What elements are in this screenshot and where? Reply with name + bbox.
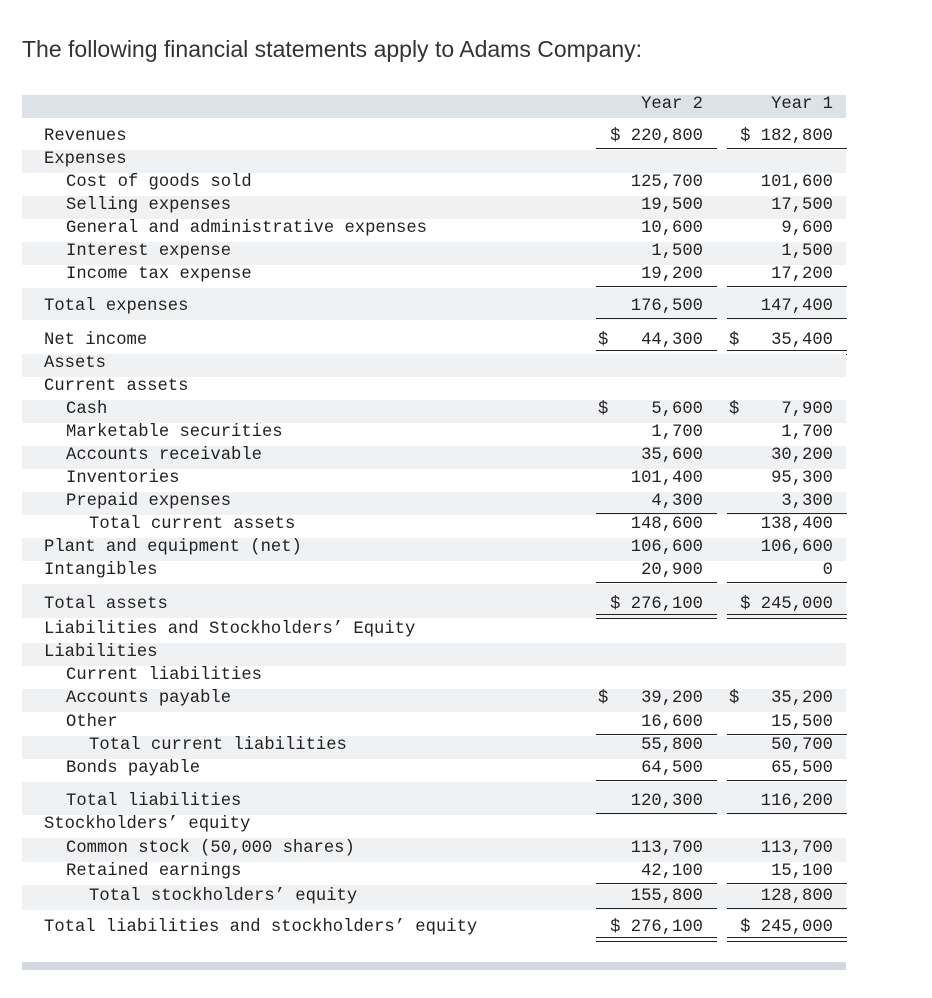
row-payable [22,689,846,712]
value-inventories-y2: 101,400 [630,469,703,488]
row-intangibles [22,561,846,584]
value-selling-y2: 19,500 [641,196,703,215]
value-plant-y2: 106,600 [630,538,703,557]
row-inventories [22,469,846,492]
row-prepaid [22,492,846,515]
value-total-liabilities-y1: 116,200 [727,792,833,811]
label-total-liabilities-equity: Total liabilities and stockholders’ equity [44,918,478,937]
value-interest-y1: 1,500 [781,242,833,261]
row-expenses-heading [22,150,846,173]
label-intangibles: Intangibles [44,561,158,580]
value-gna-y2: 10,600 [641,219,703,238]
currency-payable-y2: $ [598,689,609,708]
row-total-liabilities [22,782,846,815]
value-total-assets-y1: $ 245,000 [727,595,833,614]
currency-cash-y1: $ [729,400,740,419]
label-stockholders-equity: Stockholders’ equity [44,815,251,834]
value-retained-earnings-y2: 42,100 [596,862,703,881]
row-total-expenses [22,288,846,320]
value-receivable-y1: 30,200 [771,446,833,465]
label-liabilities: Liabilities [44,643,158,662]
value-common-stock-y2: 113,700 [630,839,703,858]
row-interest [22,242,846,265]
value-payable-y2: 39,200 [641,689,703,708]
value-cash-y2: 5,600 [651,400,703,419]
value-total-liabilities-y2: 120,300 [596,792,703,811]
label-total-assets: Total assets [44,595,168,614]
value-revenues-y2: $ 220,800 [596,127,703,146]
value-cogs-y2: 125,700 [630,173,703,192]
row-gna [22,219,846,242]
value-total-current-liabilities-y1: 50,700 [771,736,833,755]
row-stockholders-equity-heading [22,815,846,838]
label-selling: Selling expenses [66,196,232,215]
value-securities-y2: 1,700 [651,423,703,442]
row-liabilities-equity-heading [22,618,846,643]
label-common-stock: Common stock (50,000 shares) [66,839,355,858]
label-total-stockholders-equity: Total stockholders’ equity [89,887,358,906]
label-securities: Marketable securities [66,423,283,442]
value-cogs-y1: 101,600 [760,173,833,192]
value-interest-y2: 1,500 [651,242,703,261]
label-inventories: Inventories [66,469,180,488]
value-securities-y1: 1,700 [781,423,833,442]
value-net-income-y1: 35,400 [727,331,833,350]
label-current-assets: Current assets [44,377,189,396]
value-total-liabilities-equity-y2: $ 276,100 [596,918,703,937]
label-other: Other [66,713,118,732]
intro-text: The following financial statements apply to Adams Company: [22,36,643,62]
value-intangibles-y1: 0 [727,561,833,580]
value-total-expenses-y1: 147,400 [727,297,833,316]
value-selling-y1: 17,500 [771,196,833,215]
row-common-stock [22,838,846,862]
label-current-liabilities: Current liabilities [66,666,262,685]
row-selling [22,196,846,219]
value-bonds-y2: 64,500 [596,759,703,778]
value-total-current-liabilities-y2: 55,800 [641,736,703,755]
value-cash-y1: 7,900 [781,400,833,419]
currency-net-income-y2: $ [598,331,609,350]
row-cash [22,400,846,423]
label-gna: General and administrative expenses [66,219,427,238]
value-intangibles-y2: 20,900 [596,561,703,580]
table-bottom-bar [22,962,846,970]
label-cogs: Cost of goods sold [66,173,252,192]
row-other [22,712,846,736]
label-net-income: Net income [44,331,148,350]
value-total-stockholders-equity-y1: 128,800 [727,887,833,906]
label-receivable: Accounts receivable [66,446,262,465]
value-other-y2: 16,600 [596,713,703,732]
row-retained-earnings [22,862,846,885]
value-net-income-y2: 44,300 [596,331,703,350]
row-securities [22,423,846,446]
value-plant-y1: 106,600 [760,538,833,557]
value-prepaid-y1: 3,300 [727,492,833,511]
currency-net-income-y1: $ [729,331,740,350]
value-bonds-y1: 65,500 [727,759,833,778]
row-cogs [22,173,846,196]
value-total-current-assets-y2: 148,600 [630,515,703,534]
label-expenses: Expenses [44,150,127,169]
row-liabilities-heading [22,643,846,666]
col-header-year1: Year 1 [771,95,833,114]
label-assets: Assets [44,354,106,373]
value-tax-y1: 17,200 [727,265,833,284]
value-revenues-y1: $ 182,800 [727,127,833,146]
value-total-assets-y2: $ 276,100 [596,595,703,614]
label-bonds: Bonds payable [66,759,201,778]
label-revenues: Revenues [44,127,127,146]
row-assets-heading [22,354,846,377]
row-total-current-liabilities [22,736,846,759]
currency-payable-y1: $ [729,689,740,708]
row-tax [22,265,846,288]
financial-statement-table [22,95,846,941]
value-tax-y2: 19,200 [596,265,703,284]
label-retained-earnings: Retained earnings [66,862,242,881]
row-bonds [22,759,846,782]
col-header-year2: Year 2 [641,95,703,114]
row-total-current-assets [22,515,846,538]
currency-cash-y2: $ [598,400,609,419]
label-payable: Accounts payable [66,689,232,708]
value-inventories-y1: 95,300 [771,469,833,488]
value-total-expenses-y2: 176,500 [596,297,703,316]
label-tax: Income tax expense [66,265,252,284]
label-total-liabilities: Total liabilities [66,792,242,811]
row-total-stockholders-equity [22,885,846,910]
value-common-stock-y1: 113,700 [760,839,833,858]
value-retained-earnings-y1: 15,100 [727,862,833,881]
label-cash: Cash [66,400,108,419]
label-interest: Interest expense [66,242,232,261]
value-total-liabilities-equity-y1: $ 245,000 [727,918,833,937]
label-total-current-liabilities: Total current liabilities [89,736,347,755]
column-header-row [22,95,846,118]
value-other-y1: 15,500 [727,713,833,732]
row-revenues [22,118,846,150]
value-receivable-y2: 35,600 [641,446,703,465]
value-prepaid-y2: 4,300 [596,492,703,511]
row-current-liabilities-heading [22,666,846,689]
value-gna-y1: 9,600 [781,219,833,238]
row-plant [22,538,846,561]
label-plant: Plant and equipment (net) [44,538,302,557]
row-total-assets [22,584,846,618]
value-total-current-assets-y1: 138,400 [760,515,833,534]
value-total-stockholders-equity-y2: 155,800 [596,887,703,906]
value-payable-y1: 35,200 [771,689,833,708]
row-net-income [22,320,846,354]
row-total-liabilities-equity [22,910,846,941]
label-total-expenses: Total expenses [44,297,189,316]
row-current-assets-heading [22,377,846,400]
label-total-current-assets: Total current assets [89,515,296,534]
row-receivable [22,446,846,469]
label-prepaid: Prepaid expenses [66,492,232,511]
label-liabilities-equity: Liabilities and Stockholders’ Equity [44,620,416,639]
